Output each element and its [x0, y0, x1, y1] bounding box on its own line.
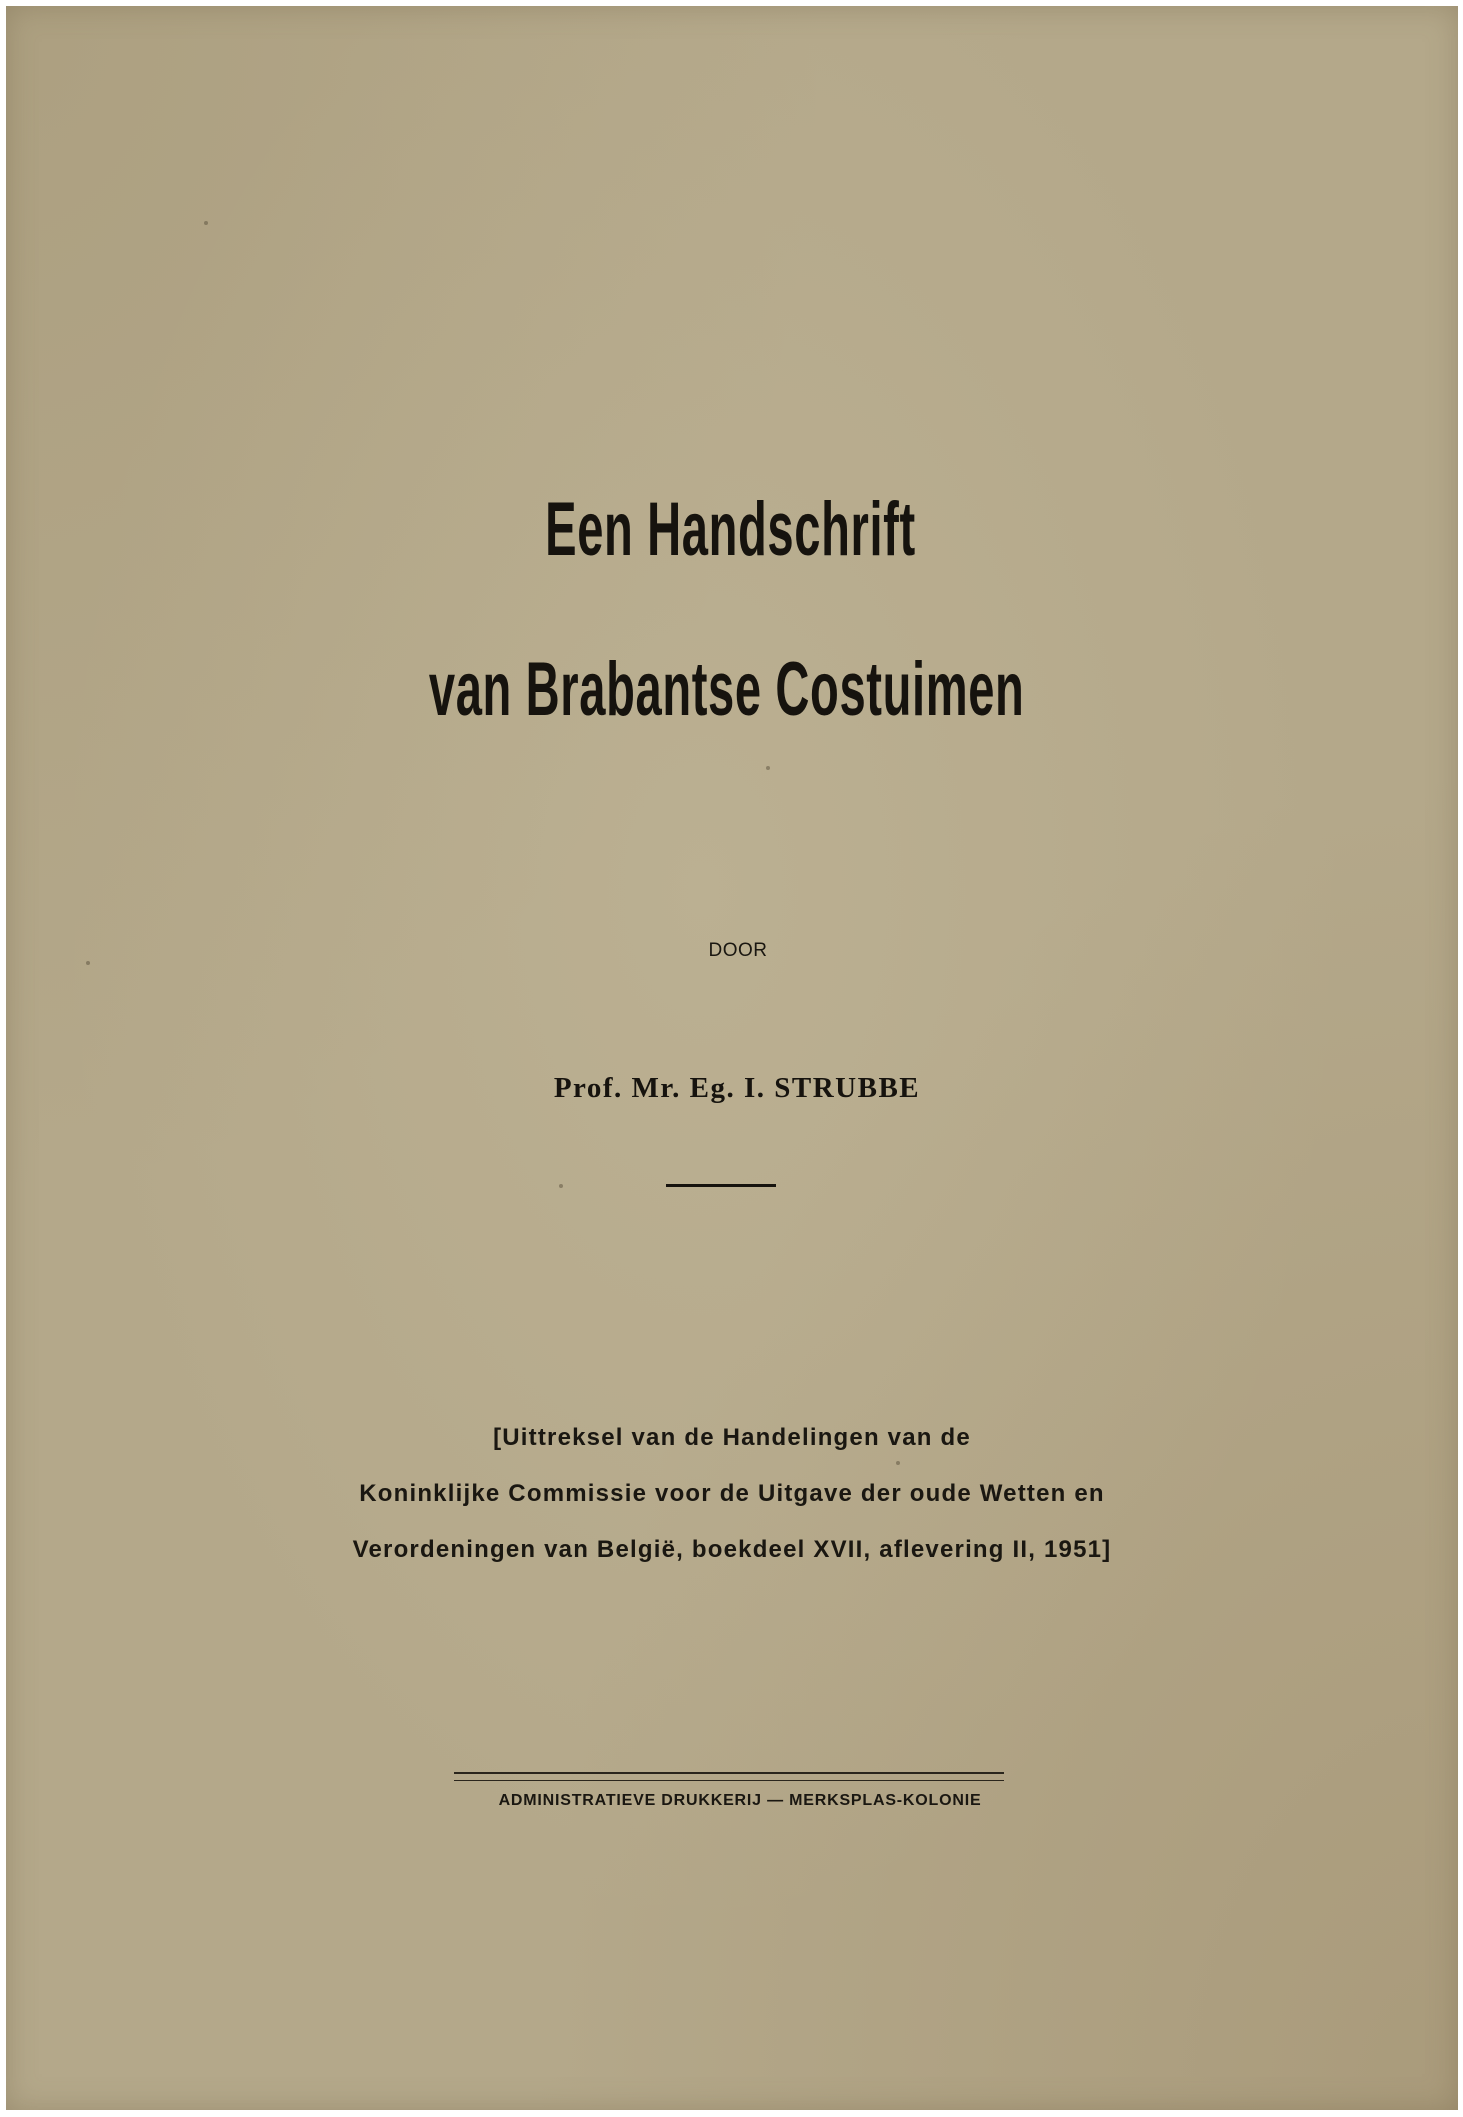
paper-speck: [86, 961, 90, 965]
title-line-1: Een Handschrift: [545, 487, 916, 572]
extract-line-1: [Uittreksel van de Handelingen van de: [493, 1424, 971, 1451]
imprint-double-rule: [454, 1772, 1004, 1781]
divider-rule: [666, 1184, 776, 1187]
paper-speck: [559, 1184, 563, 1188]
paper-speck: [766, 766, 770, 770]
extract-line-3: Verordeningen van België, boekdeel XVII, aflevering II, 1951]: [352, 1536, 1112, 1563]
paper-speck: [896, 1461, 900, 1465]
title-line-2: van Brabantse Costuimen: [428, 647, 1025, 732]
extract-line-2: Koninklijke Commissie voor de Uitgave der oude Wetten en: [359, 1480, 1105, 1507]
printer-imprint: ADMINISTRATIEVE DRUKKERIJ — MERKSPLAS-KOLONIE: [498, 1792, 982, 1809]
author-name: Prof. Mr. Eg. I. STRUBBE: [553, 1072, 921, 1104]
paper-speck: [204, 221, 208, 225]
title-page: [6, 6, 1458, 2110]
byline-door: DOOR: [708, 940, 768, 961]
